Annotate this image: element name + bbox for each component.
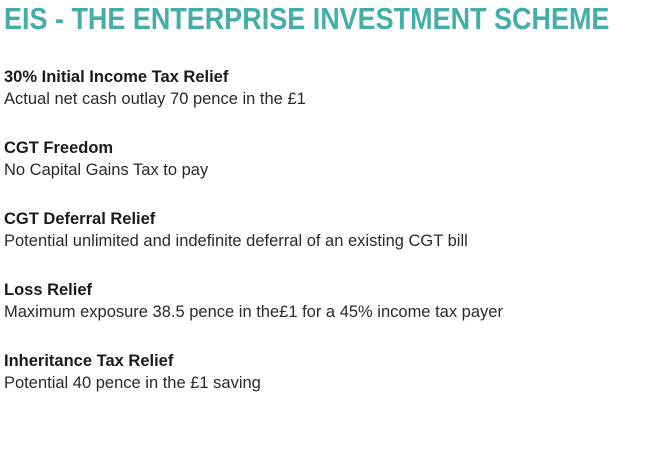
benefit-list	[4, 66, 664, 421]
page-title: EIS - THE ENTERPRISE INVESTMENT SCHEME	[4, 1, 610, 36]
benefit-description: Actual net cash outlay 70 pence in the £1	[4, 90, 306, 108]
benefit-heading: CGT Deferral Relief	[4, 210, 156, 228]
benefit-heading: Loss Relief	[4, 281, 93, 299]
benefit-description: Potential 40 pence in the £1 saving	[4, 374, 261, 392]
benefit-item-income-tax-relief	[4, 66, 664, 137]
benefit-heading: 30% Initial Income Tax Relief	[4, 68, 229, 86]
benefit-description: Potential unlimited and indefinite deferral of an existing CGT bill	[4, 232, 468, 250]
benefit-item-cgt-freedom	[4, 137, 664, 208]
benefit-item-loss-relief	[4, 279, 664, 350]
benefit-item-cgt-deferral-relief	[4, 208, 664, 279]
benefit-description: Maximum exposure 38.5 pence in the£1 for a 45% income tax payer	[4, 303, 503, 321]
benefit-heading: CGT Freedom	[4, 139, 114, 157]
benefit-heading: Inheritance Tax Relief	[4, 352, 174, 370]
benefit-item-inheritance-tax-relief	[4, 350, 664, 421]
benefit-description: No Capital Gains Tax to pay	[4, 161, 209, 179]
